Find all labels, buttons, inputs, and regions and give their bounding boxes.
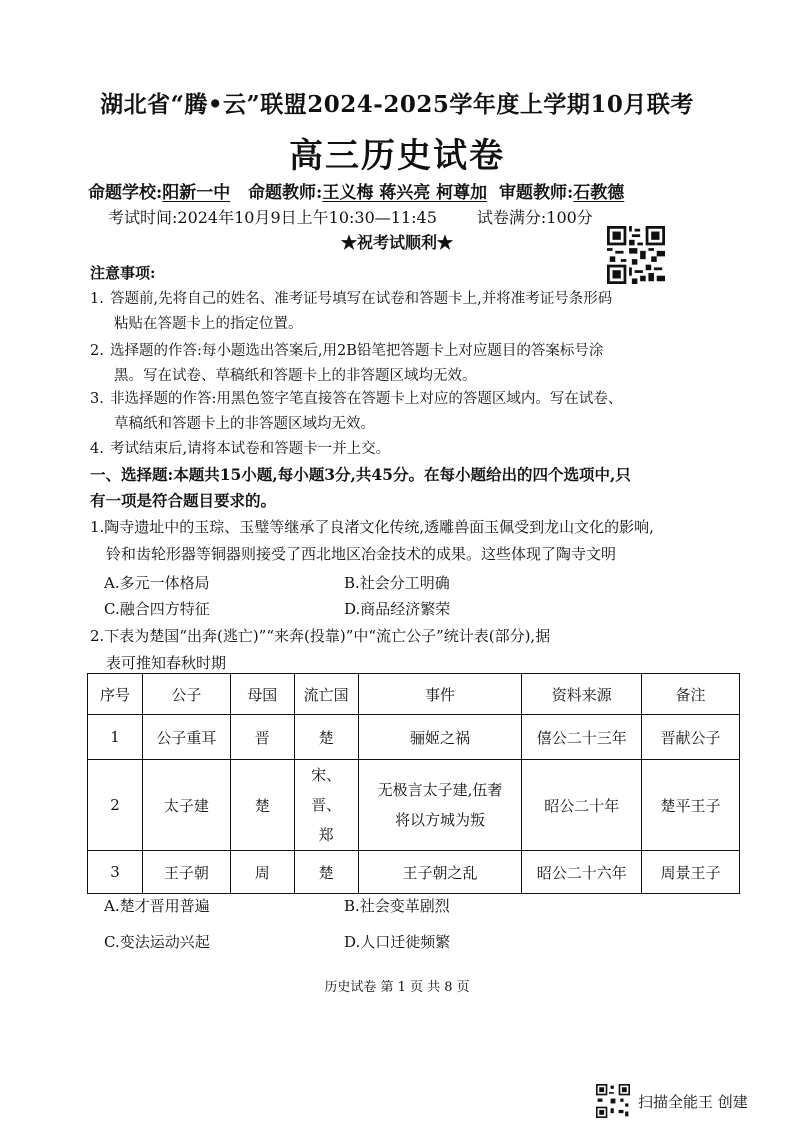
exam-subject-title: 高三历史试卷 (289, 136, 505, 176)
table-header-row (88, 674, 740, 715)
table-cell: 昭公二十六年 (522, 851, 642, 894)
notice-item-number: 4. (90, 441, 104, 457)
notice-item-text: 黑。写在试卷、草稿纸和答题卡上的非答题区域均无效。 (114, 368, 477, 384)
table-cell: 楚平王子 (642, 760, 740, 851)
notice-item-text: 选择题的作答:每小题选出答案后,用2B铅笔把答题卡上对应题目的答案标号涂 (110, 343, 604, 359)
question-stem: 表可推知春秋时期 (106, 654, 227, 672)
table-cell: 太子建 (142, 760, 230, 851)
table-header-cell: 母国 (230, 674, 294, 715)
notice-item-number: 3. (90, 391, 104, 407)
notice-heading: 注意事项: (90, 264, 156, 282)
table-cell: 晋 (230, 715, 294, 760)
table-cell: 僖公二十三年 (522, 715, 642, 760)
school-label: 命题学校: (88, 183, 163, 203)
table-cell: 晋献公子 (642, 715, 740, 760)
notice-item-text: 答题前,先将自己的姓名、准考证号填写在试卷和答题卡上,并将准考证号条形码 (110, 291, 613, 307)
question-1 (90, 514, 730, 568)
question-2 (90, 623, 730, 677)
table-cell: 2 (88, 760, 143, 851)
qr-code-icon (596, 1084, 630, 1118)
option-d: D.人口迁徙频繁 (344, 933, 451, 951)
option-d: D.商品经济繁荣 (344, 600, 451, 618)
table-cell-line: 郑 (318, 826, 334, 844)
notice-item-text: 考试结束后,请将本试卷和答题卡一并上交。 (110, 441, 391, 457)
table-cell-line: 宋、晋、 (311, 766, 342, 814)
section-heading (90, 462, 720, 514)
notice-item (90, 387, 710, 437)
table-cell: 王子朝之乱 (358, 851, 522, 894)
table-cell-line: 无极言太子建,伍奢 (377, 781, 503, 799)
table-cell (358, 760, 522, 851)
table-header-cell: 事件 (358, 674, 522, 715)
notice-item-text: 粘贴在答题卡上的指定位置。 (114, 316, 303, 332)
table-cell (294, 760, 358, 851)
table-row (88, 851, 740, 894)
notice-item-number: 1. (90, 291, 104, 307)
exam-time-score (108, 205, 728, 228)
table-cell: 骊姬之祸 (358, 715, 522, 760)
option-b: B.社会分工明确 (344, 574, 450, 592)
table-cell: 3 (88, 851, 143, 894)
school-name: 阳新一中 (162, 183, 231, 203)
table-cell: 1 (88, 715, 143, 760)
reviewer-label: 审题教师: (499, 183, 574, 203)
notice-item-text: 草稿纸和答题卡上的非答题区域均无效。 (114, 416, 375, 432)
page-footer: 历史试卷 第 1 页 共 8 页 (324, 980, 470, 995)
exam-title: 湖北省“腾•云”联盟2024-2025学年度上学期10月联考 (100, 91, 694, 118)
question-stem: 铃和齿轮形器等铜器则接受了西北地区冶金技术的成果。这些体现了陶寺文明 (106, 545, 617, 563)
teachers-names: 王义梅 蒋兴亮 柯尊加 (322, 183, 488, 203)
option-a: A.多元一体格局 (104, 574, 210, 592)
table-header-cell: 序号 (88, 674, 143, 715)
table-cell: 昭公二十年 (522, 760, 642, 851)
table-header-cell: 备注 (642, 674, 740, 715)
section-heading-line: 有一项是符合题目要求的。 (90, 491, 277, 510)
table-header-cell: 公子 (142, 674, 230, 715)
notice-item-text: 非选择题的作答:用黑色签字笔直接答在答题卡上对应的答题区域内。写在试卷、 (110, 391, 623, 407)
table-cell: 楚 (230, 760, 294, 851)
qr-code-icon (607, 226, 665, 284)
scanner-watermark (596, 1084, 748, 1118)
notice-item-number: 2. (90, 343, 104, 359)
watermark-text: 扫描全能王 创建 (638, 1092, 748, 1111)
option-b: B.社会变革剧烈 (344, 897, 450, 915)
section-heading-line: 一、选择题:本题共15小题,每小题3分,共45分。在每小题给出的四个选项中,只 (90, 465, 631, 484)
notice-item (90, 437, 710, 462)
table-cell: 楚 (294, 715, 358, 760)
table-cell: 公子重耳 (142, 715, 230, 760)
question-stem: 2.下表为楚国“出奔(逃亡)”“来奔(投靠)”中“流亡公子”统计表(部分),据 (90, 627, 551, 645)
option-a: A.楚才晋用普遍 (104, 897, 210, 915)
table-row (88, 760, 740, 851)
notice-item (90, 339, 710, 389)
good-luck-wish: ★祝考试顺利★ (340, 233, 453, 252)
question-stem: 1.陶寺遗址中的玉琮、玉璧等继承了良渚文化传统,透雕兽面玉佩受到龙山文化的影响, (90, 518, 654, 536)
table-cell: 王子朝 (142, 851, 230, 894)
reviewer-name: 石教德 (573, 183, 625, 203)
table-cell: 周 (230, 851, 294, 894)
exiled-princes-table (87, 673, 740, 894)
option-c: C.变法运动兴起 (104, 933, 210, 951)
table-header-cell: 流亡国 (294, 674, 358, 715)
table-cell: 周景王子 (642, 851, 740, 894)
notice-item (90, 287, 710, 337)
option-c: C.融合四方特征 (104, 600, 210, 618)
table-cell-line: 将以方城为叛 (394, 811, 485, 829)
exam-authors (88, 178, 728, 203)
table-cell: 楚 (294, 851, 358, 894)
full-score: 试卷满分:100分 (476, 208, 593, 227)
exam-time: 考试时间:2024年10月9日上午10:30—11:45 (108, 208, 437, 227)
teachers-label: 命题教师: (248, 183, 323, 203)
table-header-cell: 资料来源 (522, 674, 642, 715)
table-row (88, 715, 740, 760)
